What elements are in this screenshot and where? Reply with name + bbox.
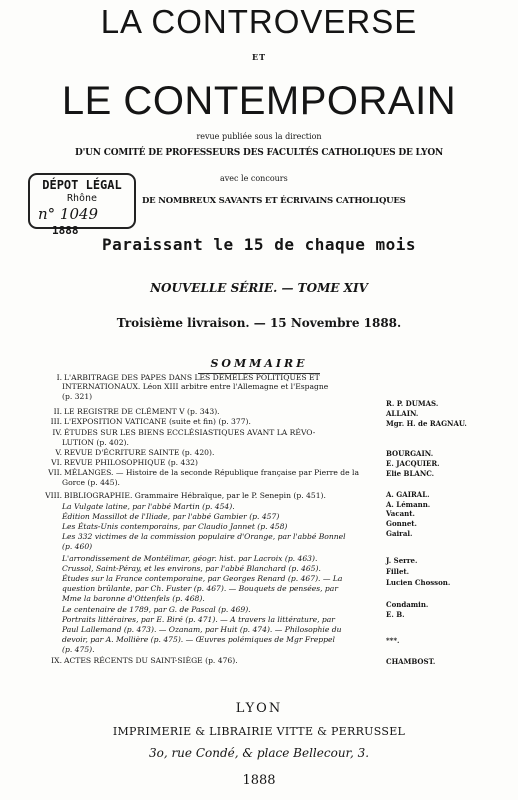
toc-author: Gairal. <box>386 529 413 538</box>
toc-author: A. GAIRAL. <box>386 490 430 499</box>
toc-text: L'EXPOSITION VATICANE (suite et fin) (p. 377). <box>64 417 251 426</box>
toc-number: III. <box>50 417 62 426</box>
toc-text: REVUE PHILOSOPHIQUE (p. 432) <box>64 458 198 467</box>
committee-line: D'UN COMITÉ DE PROFESSEURS DES FACULTÉS CATHOLIQUES DE LYON <box>75 148 443 158</box>
toc-text: Les 332 victimes de la commission populaire d'Orange, par l'abbé Bonnel <box>62 532 346 541</box>
toc-author: BOURGAIN. <box>386 449 434 458</box>
toc-text: L'ARBITRAGE DES PAPES DANS LES DÉMÊLÉS POLITIQUES ET <box>64 373 320 382</box>
issue-line: Troisième livraison. — 15 Novembre 1888. <box>116 316 402 330</box>
toc-author: ALLAIN. <box>386 409 419 418</box>
concours-line: avec le concours <box>220 174 288 183</box>
toc-author: ***. <box>386 636 400 645</box>
toc-number: VI. <box>51 458 62 467</box>
toc-text: Études sur la France contemporaine, par Georges Renard (p. 467). — La <box>62 574 343 583</box>
toc-author: Vacant. <box>386 509 415 518</box>
journal-title-line1: LA CONTROVERSE <box>100 3 418 40</box>
stamp-year: 1888 <box>52 224 79 237</box>
toc-text: (p. 321) <box>62 392 93 401</box>
toc-text: La Vulgate latine, par l'abbé Martin (p. 454). <box>62 502 235 511</box>
imprint-city: LYON <box>235 701 283 716</box>
toc-text: Les États-Unis contemporains, par Claudio Jannet (p. 458) <box>62 522 288 531</box>
toc-author: Elie BLANC. <box>386 469 435 478</box>
stamp-line2: Rhône <box>66 193 98 204</box>
toc-text: Le centenaire de 1789, par G. de Pascal (p. 469). <box>62 605 251 614</box>
toc-author: R. P. DUMAS. <box>386 399 439 408</box>
toc-author: Condamin. <box>386 600 429 609</box>
toc-text: BIBLIOGRAPHIE. Grammaire Hébraïque, par le P. Senepin (p. 451). <box>64 491 326 500</box>
toc-author: Gonnet. <box>386 519 417 528</box>
toc-author: CHAMBOST. <box>386 657 436 666</box>
toc-number: I. <box>56 373 62 382</box>
toc-author: A. Lémann. <box>386 500 431 509</box>
toc-number: II. <box>53 407 62 416</box>
imprint-year: 1888 <box>242 773 276 788</box>
toc-text: devoir, par A. Mollière (p. 475). — Œuvres polémiques de Mgr Freppel <box>62 635 335 644</box>
stamp-line1: DÉPOT LÉGAL <box>42 178 122 192</box>
toc-number: V. <box>55 448 62 457</box>
imprint-name: IMPRIMERIE & LIBRAIRIE VITTE & PERRUSSEL <box>112 725 406 738</box>
toc-text: Gorce (p. 445). <box>62 478 120 487</box>
toc-number: IV. <box>52 428 62 437</box>
toc-text: Portraits littéraires, par E. Biré (p. 471). — A travers la littérature, par <box>62 615 335 624</box>
toc-author: J. Serre. <box>386 556 418 565</box>
toc-text: LE REGISTRE DE CLÉMENT V (p. 343). <box>64 407 220 416</box>
toc-number: VII. <box>48 468 62 477</box>
toc-text: REVUE D'ÉCRITURE SAINTE (p. 420). <box>64 448 215 457</box>
publication-frequency: Paraissant le 15 de chaque mois <box>101 235 417 254</box>
toc-author: Lucien Chosson. <box>386 578 451 587</box>
toc-author: Mgr. H. de RAGNAU. <box>386 419 467 428</box>
toc-text: INTERNATIONAUX. Léon XIII arbitre entre l'Allemagne et l'Espagne <box>62 382 329 391</box>
toc-author: E. B. <box>386 610 405 619</box>
toc-text: LUTION (p. 402). <box>62 438 129 447</box>
toc-author: Fillet. <box>386 567 410 576</box>
toc-text: ÉTUDES SUR LES BIENS ECCLÉSIASTIQUES AVANT LA RÉVO- <box>64 428 316 437</box>
toc-text: L'arrondissement de Montélimar, géogr. hist. par Lacroix (p. 463). <box>62 554 318 563</box>
subtitle: revue publiée sous la direction <box>196 132 322 141</box>
stamp-line3: n° 1049 <box>38 205 99 223</box>
toc-text: Paul Lallemand (p. 473). — Ozanam, par Huit (p. 474). — Philosophie du <box>62 625 342 634</box>
series-line: NOUVELLE SÉRIE. — TOME XIV <box>150 281 368 295</box>
toc-text: Crussol, Saint-Péray, et les environs, par l'abbé Blanchard (p. 465). <box>62 564 321 573</box>
toc-text: (p. 475). <box>62 645 95 654</box>
toc-text: (p. 460) <box>62 542 93 551</box>
savants-line: DE NOMBREUX SAVANTS ET ÉCRIVAINS CATHOLIQUES <box>142 196 406 206</box>
toc-number: VIII. <box>45 491 62 500</box>
toc-text: MÉLANGES. — Histoire de la seconde République française par Pierre de la <box>64 468 359 477</box>
toc-text: question brûlante, par Ch. Fuster (p. 467). — Bouquets de pensées, par <box>62 584 338 593</box>
contents-heading: SOMMAIRE <box>210 357 308 370</box>
toc-text: Édition Massillot de l'Iliade, par l'abbé Gambier (p. 457) <box>62 512 280 521</box>
toc-author: E. JACQUIER. <box>386 459 440 468</box>
toc-number: IX. <box>51 656 62 665</box>
toc-text: ACTES RÉCENTS DU SAINT-SIÈGE (p. 476). <box>64 656 238 665</box>
depot-legal-stamp <box>28 173 136 229</box>
toc-text: Mme la baronne d'Ottenfels (p. 468). <box>62 594 205 603</box>
imprint-address: 3o, rue Condé, & place Bellecour, 3. <box>148 746 370 760</box>
journal-title-et: ET <box>251 52 267 62</box>
journal-title-line2: LE CONTEMPORAIN <box>61 79 457 123</box>
